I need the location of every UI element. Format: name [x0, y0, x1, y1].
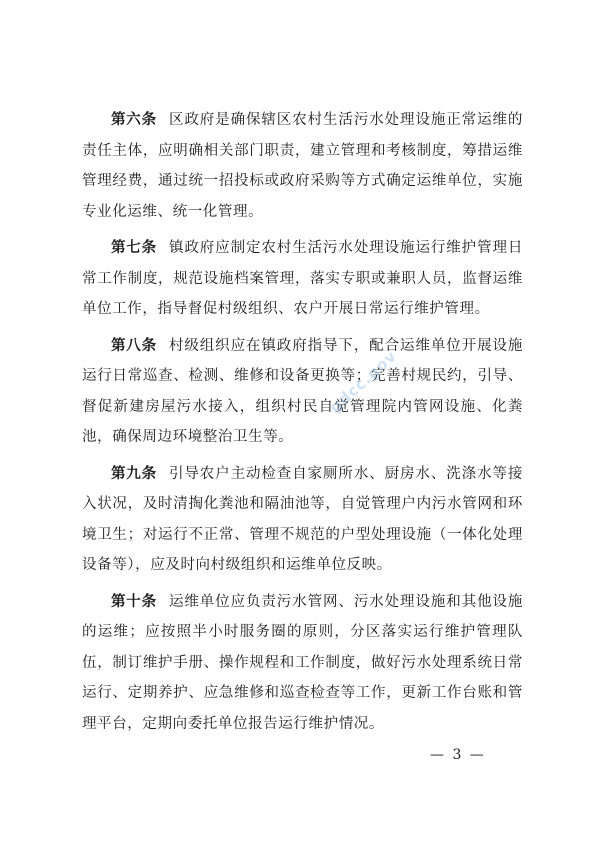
article-7 — [82, 233, 523, 325]
article-text: 镇政府应制定农村生活污水处理设施运行维护管理日常工作制度，规范设施档案管理，落实专职或兼职人员，监督运维单位工作，指导督促村级组织、农户开展日常运行维护管理。 — [82, 240, 524, 317]
document-body — [82, 105, 523, 745]
article-number: 第十条 — [111, 593, 157, 610]
article-6 — [82, 105, 523, 227]
watermark: gdcc.gov — [326, 346, 401, 417]
article-text: 区政府是确保辖区农村生活污水处理设施正常运维的责任主体，应明确相关部门职责，建立管理和考核制度，筹措运维管理经费，通过统一招投标或政府采购等方式确定运维单位，实施专业化运维、统一化管理。 — [82, 112, 524, 220]
article-number: 第七条 — [111, 240, 157, 256]
article-number: 第八条 — [111, 337, 157, 354]
article-text: 村级组织应在镇政府指导下，配合运维单位开展设施运行日常巡查、检测、维修和设备更换等；完善村规民约，引导、督促新建房屋污水接入，组织村民自觉管理院内管网设施、化粪池，确保周边环境整治卫生等。 — [82, 337, 524, 445]
article-9 — [82, 459, 523, 581]
article-number: 第六条 — [111, 112, 157, 128]
page-number: — 3 — — [430, 747, 486, 763]
article-text: 运维单位应负责污水管网、污水处理设施和其他设施的运维；应按照半小时服务圈的原则，分区落实运行维护管理队伍，制订维护手册、操作规程和工作制度，做好污水处理系统日常运行、定期养护、应急维修和巡查检查等工作，更新工作台账和管理平台，定期向委托单位报告运行维护情况。 — [82, 593, 524, 732]
article-text: 引导农户主动检查自家厕所水、厨房水、洗涤水等接入状况，及时清掏化粪池和隔油池等，自觉管理户内污水管网和环境卫生；对运行不正常、管理不规范的户型处理设施（一体化处理设备等），应及时向村级组织和运维单位反映。 — [82, 465, 524, 573]
article-10 — [82, 587, 523, 740]
article-8 — [82, 331, 523, 453]
article-number: 第九条 — [111, 465, 157, 482]
